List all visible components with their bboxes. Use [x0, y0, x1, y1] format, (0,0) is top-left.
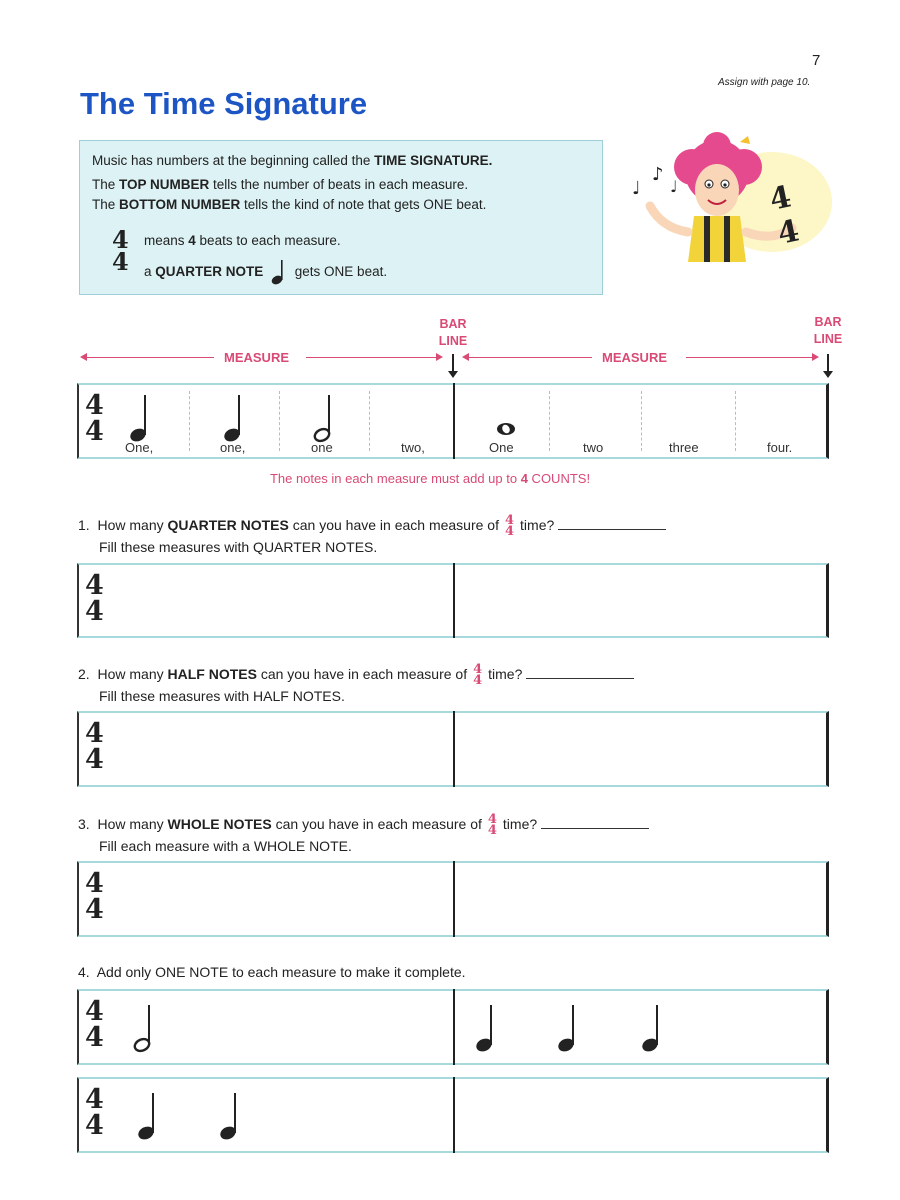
count-label: one, — [220, 440, 246, 455]
quarter-note — [219, 1091, 241, 1141]
page-number: 7 — [812, 52, 821, 69]
bar-line — [453, 563, 455, 638]
measure-arrow-right-2 — [812, 353, 819, 361]
count-label: two, — [401, 440, 425, 455]
assign-note: Assign with page 10. — [718, 77, 811, 88]
barline-down-arrow-2 — [827, 354, 829, 372]
svg-text:4: 4 — [766, 179, 795, 218]
info-line-2: The TOP NUMBER tells the number of beats in each measure. — [92, 177, 469, 192]
half-note — [133, 1003, 155, 1053]
mini-time-signature: 4 4 — [504, 513, 515, 540]
beat-divider — [549, 391, 550, 451]
beat-divider — [641, 391, 642, 451]
counts-rule: The notes in each measure must add up to 4 COUNTS! — [269, 471, 591, 486]
half-note — [313, 393, 335, 443]
answer-blank-2[interactable] — [526, 678, 634, 679]
beat-divider — [189, 391, 190, 451]
bar-line — [453, 989, 455, 1065]
quarter-note — [129, 393, 151, 443]
count-label: three — [669, 440, 699, 455]
measure-line-1b — [306, 357, 436, 358]
info-quarter-line: a QUARTER NOTE gets ONE beat. — [144, 258, 387, 286]
count-label: One — [489, 440, 514, 455]
staff-time-signature: 4 4 — [85, 390, 104, 447]
count-label: one — [311, 440, 333, 455]
svg-text:♩: ♩ — [670, 177, 678, 196]
info-line-1: Music has numbers at the beginning called the TIME SIGNATURE. — [92, 153, 493, 168]
staff-time-signature: 4 4 — [85, 868, 104, 925]
question-3: 3. How many WHOLE NOTES can you have in each measure of 4 4 time? Fill each measure with a WHOLE NOTE. — [78, 814, 649, 856]
answer-staff-4a[interactable] — [77, 989, 829, 1065]
svg-text:♪: ♪ — [652, 164, 664, 185]
question-2: 2. How many HALF NOTES can you have in each measure of 4 4 time? Fill these measures with HALF NOTES. — [78, 664, 634, 706]
staff-time-signature: 4 4 — [85, 1084, 104, 1141]
answer-staff-4b[interactable] — [77, 1077, 829, 1153]
beat-divider — [279, 391, 280, 451]
barline-down-arrow-1 — [452, 354, 454, 372]
measure-line-2b — [686, 357, 812, 358]
answer-staff-2[interactable] — [77, 711, 829, 787]
answer-blank-3[interactable] — [541, 828, 649, 829]
question-1: 1. How many QUARTER NOTES can you have in each measure of 4 4 time? Fill these measures with QUARTER NOTES. — [78, 515, 666, 557]
count-label: One, — [125, 440, 154, 455]
info-time-signature: 4 4 — [112, 225, 129, 276]
measure-arrow-right-1 — [436, 353, 443, 361]
count-label: two — [583, 440, 604, 455]
barline-label-2: BAR LINE — [813, 315, 843, 346]
measure-label-2: MEASURE — [602, 350, 668, 365]
page-title: The Time Signature — [80, 86, 368, 121]
quarter-note — [223, 393, 245, 443]
bar-line — [453, 711, 455, 787]
svg-text:♩: ♩ — [632, 178, 641, 199]
count-label: four. — [767, 440, 793, 455]
measure-line-1a — [86, 357, 214, 358]
answer-blank-1[interactable] — [558, 529, 666, 530]
quarter-note — [475, 1003, 497, 1053]
whole-note — [495, 421, 517, 437]
staff-time-signature: 4 4 — [85, 996, 104, 1053]
measure-label-1: MEASURE — [224, 350, 290, 365]
beat-divider — [735, 391, 736, 451]
info-box — [79, 140, 603, 295]
quarter-note — [137, 1091, 159, 1141]
cartoon-girl-illustration — [622, 132, 840, 272]
staff-time-signature: 4 4 — [85, 570, 104, 627]
quarter-note — [641, 1003, 663, 1053]
mini-time-signature: 4 4 — [487, 812, 497, 839]
staff-time-signature: 4 4 — [85, 718, 104, 775]
answer-staff-3[interactable] — [77, 861, 829, 937]
example-staff — [77, 383, 829, 459]
answer-staff-1[interactable] — [77, 563, 829, 638]
bar-line — [453, 1077, 455, 1153]
mini-time-signature: 4 4 — [473, 662, 483, 689]
quarter-note-icon — [271, 258, 287, 286]
svg-text:4: 4 — [774, 213, 803, 252]
quarter-note — [557, 1003, 579, 1053]
barline-label-1: BAR LINE — [438, 317, 468, 348]
info-line-3: The BOTTOM NUMBER tells the kind of note that gets ONE beat. — [92, 197, 487, 212]
bar-line — [453, 383, 455, 459]
info-means-line: means 4 beats to each measure. — [144, 233, 341, 248]
beat-divider — [369, 391, 370, 451]
question-4: 4. Add only ONE NOTE to each measure to make it complete. — [78, 964, 466, 980]
bar-line — [453, 861, 455, 937]
measure-line-2a — [468, 357, 592, 358]
